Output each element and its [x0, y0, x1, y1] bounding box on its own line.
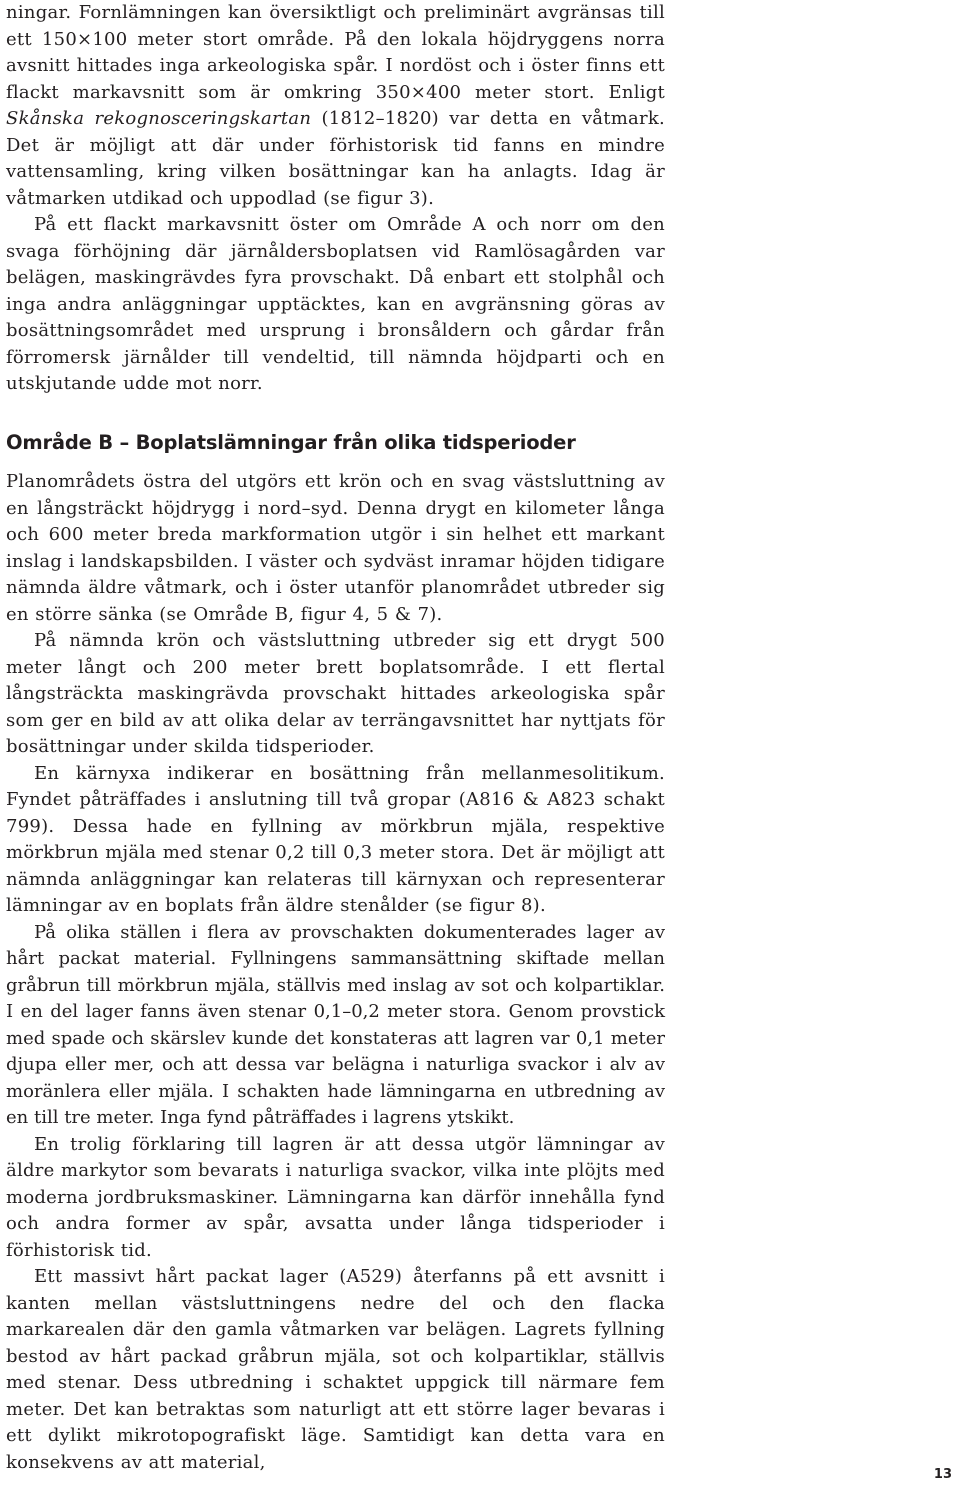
section-b-text [6, 469, 665, 1476]
section-heading: Område B – Boplatslämningar från olika tidsperioder [6, 431, 576, 454]
paragraph-text: (1812–1820) var detta en våtmark. Det är möjligt att där under förhistorisk tid fanns en mindre vattensamling, kring vilken bosättningar kan ha anlagts. Idag är våtmarken utdikad och uppodlad (se figur 3). [6, 108, 665, 209]
paragraph: Ett massivt hårt packat lager (A529) återfanns på ett avsnitt i kanten mellan västsluttningens nedre del och den flacka markarealen där den gamla våtmarken var belägen. Lagrets fyllning bestod av hårt packad gråbrun mjäla, sot och kolpartiklar, ställvis med stenar. Dess utbredning i schaktet uppgick till närmare fem meter. Det kan betraktas som naturligt att ett större lager bevaras i ett dylikt mikrotopografiskt läge. Samtidigt kan detta vara en konsekvens av att material, [6, 1266, 665, 1473]
paragraph: På ett flackt markavsnitt öster om Område A och norr om den svaga förhöjning där järnåldersboplatsen vid Ramlösagården var belägen, maskingrävdes fyra provschakt. Då enbart ett stolphål och inga andra anläggningar upptäcktes, kan en avgränsning göras av bosättningsområdet med ursprung i bronsåldern och gårdar från förromersk järnålder till vendeltid, till nämnda höjdparti och en utskjutande udde mot norr. [6, 214, 665, 394]
paragraph-text: ningar. Fornlämningen kan översiktligt och preliminärt avgränsas till ett 150×100 meter stort område. På den lokala höjdryggens norra avsnitt hittades inga arkeologiska spår. I nordöst och i öster finns ett flackt markavsnitt som är omkring 350×400 meter stort. Enligt [6, 2, 665, 103]
paragraph-continuation [6, 0, 665, 212]
map-title-italic: Skånska rekognosceringskartan [6, 108, 312, 129]
section-a-text [6, 0, 665, 398]
paragraph: En trolig förklaring till lagren är att dessa utgör lämningar av äldre markytor som bevarats i naturliga svackor, vilka inte plöjts med moderna jordbruksmaskiner. Lämningarna kan därför innehålla fynd och andra former av spår, avsatta under långa tidsperioder i förhistorisk tid. [6, 1133, 665, 1261]
paragraph: På nämnda krön och västsluttning utbreder sig ett drygt 500 meter långt och 200 meter brett boplatsområde. I ett flertal långsträckta maskingrävda provschakt hittades arkeologiska spår som ger en bild av att olika delar av terrängavsnittet har nyttjats för bosättningar under skilda tidsperioder. [6, 630, 665, 757]
paragraph: På olika ställen i flera av provschakten dokumenterades lager av hårt packat material. Fyllningens sammansättning skiftade mellan gråbrun till mörkbrun mjäla, ställvis med inslag av sot och kolpartiklar. I en del lager fanns även stenar 0,1–0,2 meter stora. Genom provstick med spade och skärslev kunde det konstateras att lagren var 0,1 meter djupa eller mer, och att dessa var belägna i naturliga svackor i alv av moränlera eller mjäla. I schakten hade lämningarna en utbredning av en till tre meter. Inga fynd påträffades i lagrens ytskikt. [6, 921, 665, 1128]
paragraph: En kärnyxa indikerar en bosättning från mellanmesolitikum. Fyndet påträffades i anslutning till två gropar (A816 & A823 schakt 799). Dessa hade en fyllning av mörkbrun mjäla, respektive mörkbrun mjäla med stenar 0,2 till 0,3 meter stora. Det är möjligt att nämnda anläggningar kan relateras till kärnyxan och representerar lämningar av en boplats från äldre stenålder (se figur 8). [6, 762, 665, 916]
page-number: 13 [933, 1467, 952, 1482]
paragraph: Planområdets östra del utgörs ett krön och en svag västsluttning av en långsträckt höjdrygg i nord–syd. Denna drygt en kilometer långa och 600 meter breda markformation utgör i sin helhet ett markant inslag i landskapsbilden. I väster och sydväst inramar höjden tidigare nämnda äldre våtmark, och i öster utanför planområdet utbreder sig en större sänka (se Område B, figur 4, 5 & 7). [6, 471, 665, 625]
